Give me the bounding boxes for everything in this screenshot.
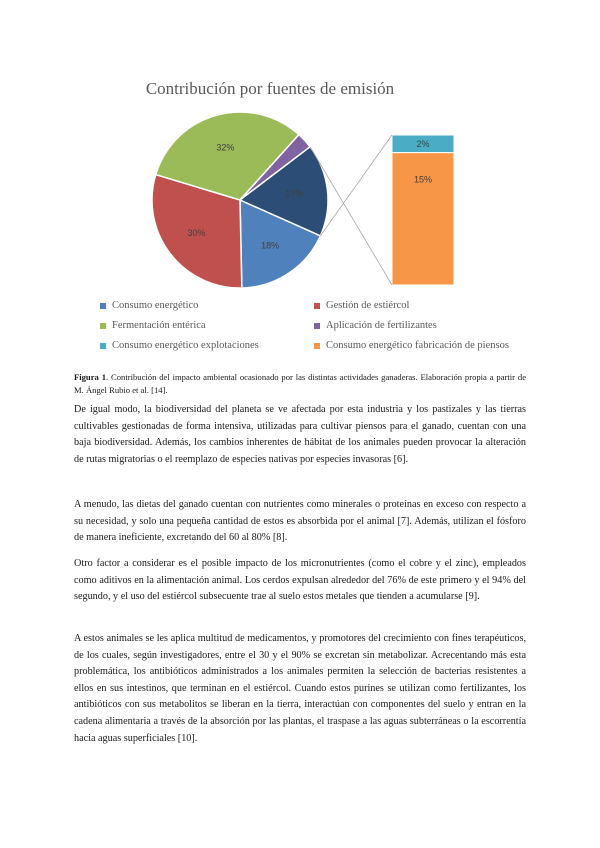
- caption-text: . Contribución del impacto ambiental ocasionado por las distintas actividades ganaderas. Elaboración propia a partir de M. Ángel Rubio et al. [14].: [74, 372, 527, 395]
- pie-slice-label: 17%: [285, 188, 304, 199]
- legend-item: [314, 300, 409, 311]
- legend-swatch: [314, 303, 320, 309]
- legend-item: [100, 300, 198, 311]
- figure-label: Figura 1: [74, 372, 106, 382]
- breakdown-bar-label: 2%: [416, 138, 430, 149]
- legend-swatch: [100, 343, 106, 349]
- pie-slice-label: 18%: [261, 240, 280, 251]
- legend-item: [314, 340, 509, 351]
- legend-label: Fermentación entérica: [112, 320, 206, 331]
- connector-line: [320, 135, 392, 236]
- legend-swatch: [314, 343, 320, 349]
- legend-item: [314, 320, 437, 331]
- breakdown-bar-label: 15%: [413, 174, 433, 185]
- pie-slice-label: 32%: [216, 142, 235, 153]
- paragraph: A estos animales se les aplica multitud de medicamentos, y promotores del crecimiento con fines terapéuticos, de los cuales, según investigadores, entre el 30 y el 90% se excretan sin metabolizar. Acrecentando más esta problemática, los antibióticos administrados a los animales permiten la selección de bacterias resistentes a ellos en sus intestinos, que terminan en el estiércol. Cuando estos purines se utilizan como fertilizantes, los antibióticos con sus metabolitos se liberan en la tierra, interactúan con componentes del suelo y entran en la cadena alimentaria a través de la absorción por las plantas, el traspase a las aguas subterráneas o la escorrentía hacia aguas superficiales [10].: [74, 633, 526, 744]
- legend-item: [100, 320, 206, 331]
- legend-label: Consumo energético fabricación de piensos: [326, 340, 509, 351]
- chart-title: Contribución por fuentes de emisión: [145, 79, 395, 98]
- legend-label: Gestión de estiércol: [326, 300, 410, 311]
- figure-caption: [74, 371, 526, 396]
- legend-label: Consumo energético: [112, 300, 199, 311]
- legend-label: Aplicación de fertilizantes: [326, 320, 437, 331]
- pie-chart: [0, 0, 600, 300]
- paragraph: A menudo, las dietas del ganado cuentan con nutrientes como minerales o proteínas en exceso con respecto a su necesidad, y solo una pequeña cantidad de estos es absorbida por el animal [7]. Además, utilizan el fósforo de manera ineficiente, excretando del 60 al 80% [8].: [74, 499, 526, 544]
- legend-item: [100, 340, 259, 351]
- breakdown-bar-segment: [392, 153, 454, 285]
- paragraph: De igual modo, la biodiversidad del planeta se ve afectada por esta industria y los pastizales y las tierras cultivables gestionadas de forma intensiva, utilizadas para cultivar piensos para el ganado, cuentan con una baja biodiversidad. Además, los cambios inherentes de hábitat de los animales pueden provocar la alteración de rutas migratorias o el reemplazo de especies nativas por especies invasoras [6].: [74, 404, 526, 465]
- legend-swatch: [100, 303, 106, 309]
- legend-label: Consumo energético explotaciones: [112, 340, 259, 351]
- pie-slice-label: 30%: [187, 227, 206, 238]
- legend-swatch: [314, 323, 320, 329]
- legend-swatch: [100, 323, 106, 329]
- paragraph: Otro factor a considerar es el posible impacto de los micronutrientes (como el cobre y el zinc), empleados como aditivos en la alimentación animal. Los cerdos expulsan alrededor del 76% de este primero y el 94% del segundo, y el uso del estiércol subsecuente trae al suelo estos metales que tienden a acumularse [9].: [74, 558, 526, 603]
